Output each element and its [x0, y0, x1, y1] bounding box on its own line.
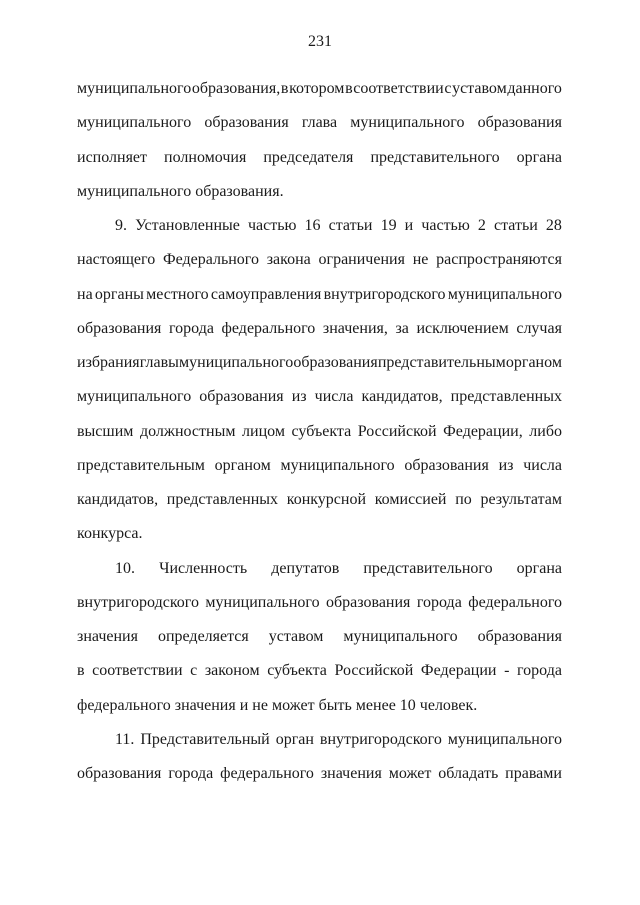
- text-line: 9. Установленные частью 16 статьи 19 и частью 2 статьи 28: [115, 217, 562, 234]
- paragraph: [77, 552, 562, 723]
- text-line: исполняет полномочия председателя представительного органа: [77, 148, 562, 166]
- page-number: 231: [308, 33, 332, 50]
- text-line: представительным органом муниципального образования из числа: [77, 456, 562, 474]
- text-line: конкурса.: [77, 525, 143, 543]
- text-line: избрания главы муниципального образования представительным органом: [77, 354, 562, 371]
- text-line: муниципального образования, в котором в соответствии с уставом данного: [77, 80, 562, 97]
- text-line: федерального значения и не может быть менее 10 человек.: [77, 696, 478, 714]
- text-line: образования города федерального значения может обладать правами: [77, 765, 562, 782]
- text-line: муниципального образования.: [77, 182, 284, 200]
- text-line: 10. Численность депутатов представительного органа: [115, 559, 562, 577]
- text-line: 11. Представительный орган внутригородского муниципального: [115, 730, 562, 748]
- text-line: муниципального образования из числа кандидатов, представленных: [77, 388, 562, 406]
- document-body: [77, 72, 562, 791]
- text-line: муниципального образования глава муниципального образования: [77, 114, 562, 132]
- paragraph: [77, 209, 562, 552]
- text-line: образования города федерального значения, за исключением случая: [77, 319, 562, 337]
- text-line: внутригородского муниципального образования города федерального: [77, 593, 562, 611]
- paragraph: [77, 723, 562, 792]
- paragraph: [77, 72, 562, 209]
- text-line: значения определяется уставом муниципального образования: [77, 628, 562, 645]
- text-line: кандидатов, представленных конкурсной комиссией по результатам: [77, 491, 562, 508]
- text-line: высшим должностным лицом субъекта Российской Федерации, либо: [77, 422, 562, 440]
- text-line: настоящего Федерального закона ограничения не распространяются: [77, 251, 562, 269]
- text-line: в соответствии с законом субъекта Российской Федерации - города: [77, 662, 562, 680]
- text-line: на органы местного самоуправления внутригородского муниципального: [77, 285, 562, 303]
